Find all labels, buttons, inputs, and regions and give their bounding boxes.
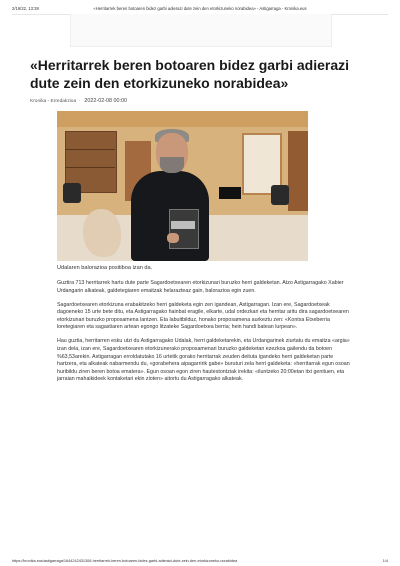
photo-chair <box>271 185 289 205</box>
print-header <box>12 6 388 14</box>
print-url[interactable]: https://kronika.eus/astigarraga/1644242431306-herritarrek-beren-botoaren-bidez-garbi-adierazi-dute-zein-den-etorkizuneko-norabidea <box>12 559 238 563</box>
article-photo <box>57 111 308 261</box>
photo-person-hand <box>167 233 179 243</box>
photo-shelf-line <box>65 149 115 150</box>
article-meta <box>30 98 127 104</box>
print-tab-title: «Herritarrek beren botoaren bidez garbi adierazi dute zein den etorkizuneko norabidea» - Astigarraga - Kronika.eus <box>93 6 307 11</box>
print-date: 2/16/22, 13:38 <box>12 6 39 11</box>
photo-booklet <box>169 209 199 249</box>
meta-separator: · <box>78 99 81 104</box>
photo-booklet-label <box>171 221 195 229</box>
article-body <box>57 280 351 390</box>
photo-person-beard <box>160 157 184 173</box>
article-section[interactable]: Kronika - Erredakzioa <box>30 99 77 104</box>
photo-ceiling <box>57 111 308 127</box>
photo-shelf-line <box>65 167 115 168</box>
article-headline: «Herritarrek beren botoaren bidez garbi adierazi dute zein den etorkizuneko norabidea» <box>30 57 349 91</box>
photo-chair <box>63 183 81 203</box>
page-number: 1/4 <box>382 559 388 563</box>
photo-caption: Udalaren balorazioa positiboa izan da. <box>57 265 153 271</box>
article-paragraph: Sagardoetxearen etorkizuna erabakitzeko herri galdeketa egin zen igandean, Astigarragan. Izan ere, Sagardoetxeak dagoeneko 15 urte bete ditu, eta Astigarragako hainbat eragile, elkarte, udal ordezkari eta herritar aritu dira sagardoetxearen etorkizunari buruzko proposamena lantzen. Eta labuitbilduz, honako proposamena aurkeztu zen: «Kontxa Etxeberria loretegiaren eta sagastiaren artean egongo litzateke Sagardoetxea berria; hein handi batean lurpean». <box>57 301 349 331</box>
article-timestamp: 2022-02-08 00:00 <box>84 98 127 104</box>
photo-sculpture <box>83 209 121 257</box>
article-paragraph: Hau guztia, herritarren esku utzi du Astigarragako Udalak, herri galdeketarekin, eta Urdangarinek ziurtatu du emaitza «argia» izan dela, izan ere, Sagardoetxearen etorkizunerako proposamenari buruzko galdeketan ezezkoa gailendu da botoen %63,53arekin. Astigarragan erroldatutako 16 urtetik gorako herritarrak zeuden deituta igandeko herri galdeketan parte hartzera, eta alkateak nabarmendu du, «gorabehera aipagarririk gabe» buruturi zela herri galdeketa: «herritarrak egun osoan huribildu ziren beren botoa ematera». Egun osoan egon ziren hautestontziak irekita: «iluntzeko 20:00etan itxi genituen, eta jarraian mahaikideek kontaketari ekin zioten» aitortu du Astigarragako alkateak. <box>57 338 350 383</box>
banner-placeholder <box>70 14 332 47</box>
article-paragraph: Guztira 713 herritarrek hartu dute parte Sagardoetxearen etorkizunari buruzko herri galdeketan. Atzo Astigarragako Xabier Urdangarin alkateak, galdetegiaren emaitzak helarazteaz gain, balorazioa egin zuen. <box>57 280 344 294</box>
photo-monitor <box>219 187 241 199</box>
photo-wood-panel <box>288 131 308 211</box>
